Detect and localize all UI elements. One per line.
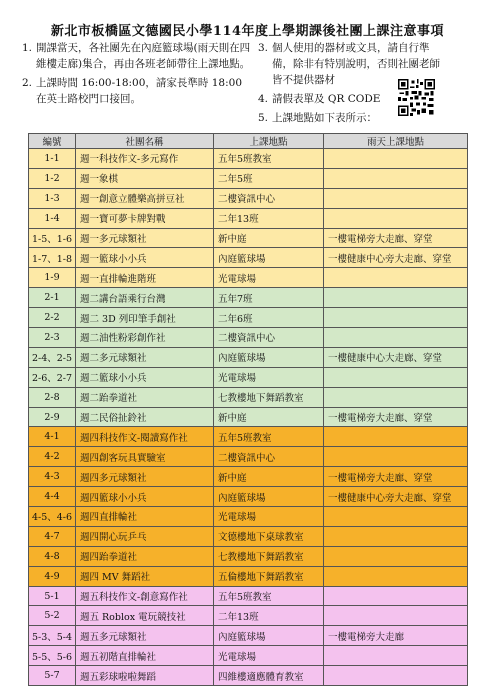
cell-location: 內庭籃球場 [214,626,324,646]
note-number: 5. [258,112,269,124]
table-row [29,507,468,527]
cell-club-name: 週一象棋 [76,168,214,188]
cell-club-name: 週五多元球類社 [76,626,214,646]
table-row [29,188,468,208]
cell-id: 2-3 [29,328,76,348]
cell-id: 1-1 [29,149,76,169]
cell-id: 2-2 [29,308,76,328]
cell-location: 光電球場 [214,367,324,387]
table-header-row [29,134,468,149]
table-row [29,168,468,188]
cell-location: 二樓資訊中心 [214,328,324,348]
table-row [29,646,468,666]
table-row [29,347,468,367]
cell-club-name: 週二跆拳道社 [76,387,214,407]
cell-location: 二年13班 [214,606,324,626]
cell-club-name: 週二油性粉彩創作社 [76,328,214,348]
page-title: 新北市板橋區文德國民小學114年度上學期課後社團上課注意事項 [50,24,445,39]
cell-id: 1-3 [29,188,76,208]
cell-rain-location: 一樓電梯旁大走廊 [324,626,468,646]
cell-location: 新中庭 [214,407,324,427]
table-row [29,288,468,308]
cell-club-name: 週五初階直排輪社 [76,646,214,666]
cell-rain-location: 一樓電梯旁大走廊、穿堂 [324,467,468,487]
table-row [29,268,468,288]
cell-location: 五倫樓地下舞蹈教室 [214,566,324,586]
note-number: 4. [258,93,269,105]
cell-club-name: 週二多元球類社 [76,347,214,367]
cell-club-name: 週一多元球類社 [76,228,214,248]
cell-location: 五年5班教室 [214,586,324,606]
cell-id: 4-7 [29,526,76,546]
cell-id: 4-9 [29,566,76,586]
cell-id: 4-2 [29,447,76,467]
cell-club-name: 週五 Roblox 電玩競技社 [76,606,214,626]
cell-rain-location [324,586,468,606]
cell-club-name: 週二民俗扯鈴社 [76,407,214,427]
cell-location: 光電球場 [214,646,324,666]
table-row [29,447,468,467]
cell-location: 七教樓地下舞蹈教室 [214,546,324,566]
cell-club-name: 週二籃球小小兵 [76,367,214,387]
cell-club-name: 週一寶可夢卡牌對戰 [76,208,214,228]
cell-id: 5-2 [29,606,76,626]
cell-location: 內庭籃球場 [214,487,324,507]
cell-rain-location: 一樓電梯旁大走廊、穿堂 [324,407,468,427]
note-text: 開課當天，各社團先在內庭籃球場(雨天則在四維樓走廊)集合，再由各班老師帶往上課地點。 [36,42,251,70]
table-row [29,467,468,487]
cell-location: 五年7班 [214,288,324,308]
qr-code-icon[interactable] [398,79,435,116]
cell-rain-location [324,168,468,188]
note-text: 請假表單及 QR CODE [272,93,381,105]
cell-id: 2-1 [29,288,76,308]
cell-rain-location [324,427,468,447]
cell-club-name: 週一直排輪進階班 [76,268,214,288]
cell-rain-location [324,646,468,666]
table-row [29,308,468,328]
cell-location: 四維樓適應體育教室 [214,666,324,686]
table-row [29,149,468,169]
cell-id: 1-2 [29,168,76,188]
cell-location: 內庭籃球場 [214,248,324,268]
table-row [29,566,468,586]
note-number: 3. [258,42,269,54]
table-row [29,626,468,646]
note-item [22,75,254,107]
cell-location: 光電球場 [214,507,324,527]
cell-id: 1-4 [29,208,76,228]
header-id: 編號 [29,134,76,149]
table-row [29,248,468,268]
table-row [29,526,468,546]
cell-club-name: 週四跆拳道社 [76,546,214,566]
cell-id: 4-4 [29,487,76,507]
cell-location: 五年5班教室 [214,149,324,169]
cell-club-name: 週二 3D 列印筆手創社 [76,308,214,328]
cell-club-name: 週五科技作文-創意寫作社 [76,586,214,606]
table-row [29,208,468,228]
cell-location: 五年5班教室 [214,427,324,447]
cell-rain-location [324,447,468,467]
cell-club-name: 週一籃球小小兵 [76,248,214,268]
table-row [29,487,468,507]
cell-location: 二年13班 [214,208,324,228]
table-row [29,606,468,626]
table-body [29,149,468,686]
cell-club-name: 週一科技作文-多元寫作 [76,149,214,169]
header-rain-location: 雨天上課地點 [324,134,468,149]
cell-id: 5-7 [29,666,76,686]
cell-location: 新中庭 [214,467,324,487]
cell-rain-location: 一樓電梯旁大走廊、穿堂 [324,228,468,248]
cell-rain-location: 一樓健康中心大走廊、穿堂 [324,347,468,367]
cell-rain-location [324,666,468,686]
cell-id: 4-5、4-6 [29,507,76,527]
cell-id: 5-5、5-6 [29,646,76,666]
cell-club-name: 週四創客玩具實驗室 [76,447,214,467]
cell-rain-location [324,288,468,308]
cell-id: 4-8 [29,546,76,566]
cell-club-name: 週四開心玩乒乓 [76,526,214,546]
table-row [29,546,468,566]
cell-rain-location: 一樓健康中心旁大走廊、穿堂 [324,248,468,268]
cell-location: 二年6班 [214,308,324,328]
cell-rain-location [324,208,468,228]
cell-rain-location [324,149,468,169]
cell-id: 2-4、2-5 [29,347,76,367]
cell-rain-location [324,606,468,626]
cell-rain-location [324,387,468,407]
table-row [29,228,468,248]
cell-location: 光電球場 [214,268,324,288]
cell-club-name: 週一創意立體樂高拼豆社 [76,188,214,208]
note-number: 1. [22,42,33,54]
header-club-name: 社團名稱 [76,134,214,149]
cell-rain-location [324,526,468,546]
cell-rain-location [324,308,468,328]
cell-club-name: 週四直排輪社 [76,507,214,527]
cell-rain-location [324,188,468,208]
cell-rain-location: 一樓健康中心旁大走廊、穿堂 [324,487,468,507]
table-row [29,666,468,686]
note-item [22,40,254,72]
cell-location: 內庭籃球場 [214,347,324,367]
cell-rain-location [324,367,468,387]
cell-club-name: 週四科技作文-閱讀寫作社 [76,427,214,447]
cell-location: 二樓資訊中心 [214,188,324,208]
cell-location: 二年5班 [214,168,324,188]
cell-rain-location [324,546,468,566]
cell-id: 2-9 [29,407,76,427]
cell-id: 2-6、2-7 [29,367,76,387]
table-row [29,328,468,348]
cell-rain-location [324,268,468,288]
cell-rain-location [324,328,468,348]
table-row [29,586,468,606]
cell-location: 新中庭 [214,228,324,248]
cell-club-name: 週四 MV 舞蹈社 [76,566,214,586]
cell-id: 1-7、1-8 [29,248,76,268]
cell-id: 4-3 [29,467,76,487]
table-row [29,367,468,387]
note-number: 2. [22,77,33,89]
header-location: 上課地點 [214,134,324,149]
schedule-table [28,133,468,686]
table-row [29,427,468,447]
cell-id: 1-5、1-6 [29,228,76,248]
cell-id: 2-8 [29,387,76,407]
cell-id: 5-3、5-4 [29,626,76,646]
table-row [29,387,468,407]
cell-location: 七教樓地下舞蹈教室 [214,387,324,407]
cell-club-name: 週四多元球類社 [76,467,214,487]
cell-club-name: 週五彩球啦啦舞蹈 [76,666,214,686]
cell-location: 二樓資訊中心 [214,447,324,467]
cell-rain-location [324,566,468,586]
cell-club-name: 週二講台語乘行台灣 [76,288,214,308]
cell-club-name: 週四籃球小小兵 [76,487,214,507]
note-text: 個人使用的器材或文具，請自行準備，除非有特別說明，否則社團老師皆不提供器材 [272,42,440,86]
notes-left [22,40,254,110]
cell-rain-location [324,507,468,527]
table-row [29,407,468,427]
cell-location: 文德樓地下桌球教室 [214,526,324,546]
cell-id: 1-9 [29,268,76,288]
cell-id: 4-1 [29,427,76,447]
note-text: 上課時間 16:00-18:00，請家長準時 18:00 在英士路校門口接回。 [36,77,243,105]
cell-id: 5-1 [29,586,76,606]
note-text: 上課地點如下表所示： [272,112,377,124]
